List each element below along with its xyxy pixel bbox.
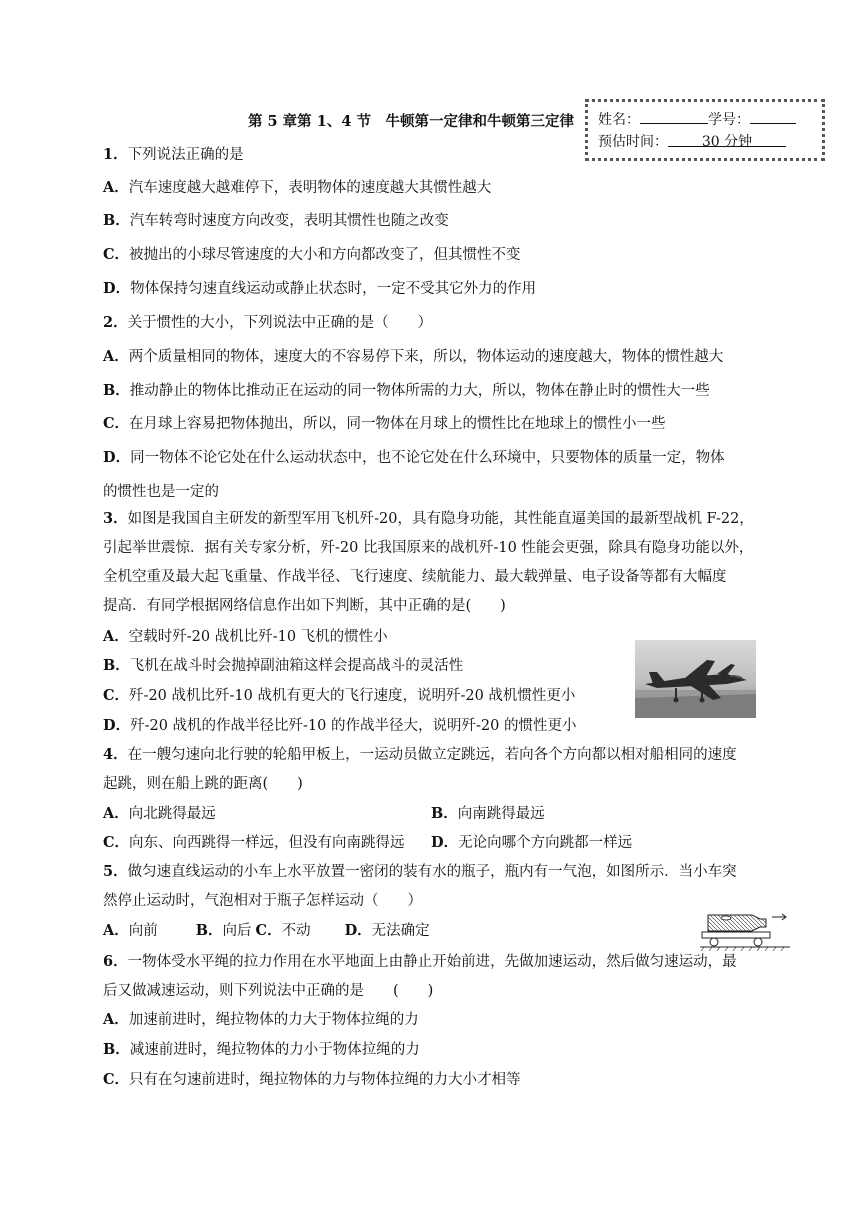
q2-option-d-cont: 的惯性也是一定的 [103, 484, 219, 500]
q3-stem-2: 引起举世震惊．据有关专家分析，歼-20 比我国原来的战机歼-10 性能会更强，除具有隐身功能以外， [103, 540, 754, 556]
q1-stem: 1．下列说法正确的是 [103, 146, 244, 163]
q5-option-a: 向前 [128, 923, 158, 939]
q5-options: A．向前 B．向后 C．不动 D．无法确定 [103, 922, 430, 939]
q4-option-b: B．向南跳得最远 [431, 805, 545, 822]
q1-option-b: B．汽车转弯时速度方向改变，表明其惯性也随之改变 [103, 212, 449, 229]
id-label: 学号： [708, 112, 750, 128]
q4-option-c: C．向东、向西跳得一样远，但没有向南跳得远 [103, 834, 405, 851]
q2-option-b: B．推动静止的物体比推动正在运动的同一物体所需的力大，所以，物体在静止时的惯性大一些 [103, 382, 710, 399]
q5-option-c: 不动 [281, 923, 311, 939]
q4-option-d: D．无论向哪个方向跳都一样远 [431, 834, 633, 851]
student-info-box [585, 99, 825, 161]
q5-option-d: 无法确定 [371, 923, 430, 939]
q3-option-a: A．空载时歼-20 战机比歼-10 飞机的惯性小 [103, 628, 388, 645]
q5-stem-1: 5．做匀速直线运动的小车上水平放置一密闭的装有水的瓶子，瓶内有一气泡，如图所示．当小车突 [103, 863, 737, 880]
fighter-jet-image [635, 640, 756, 718]
cart-bottle-figure [700, 905, 790, 951]
q4-stem-2: 起跳，则在船上跳的距离( ) [103, 776, 303, 792]
name-label: 姓名： [598, 112, 640, 128]
q6-stem-1: 6．一物体受水平绳的拉力作用在水平地面上由静止开始前进，先做加速运动，然后做匀速运动，最 [103, 953, 737, 970]
q3-option-d: D．歼-20 战机的作战半径比歼-10 的作战半径大，说明歼-20 的惯性更小 [103, 717, 577, 734]
q2-option-d: D．同一物体不论它处在什么运动状态中，也不论它处在什么环境中，只要物体的质量一定，物体 [103, 449, 725, 466]
q2-option-c: C．在月球上容易把物体抛出，所以，同一物体在月球上的惯性比在地球上的惯性小一些 [103, 415, 666, 432]
q5-option-a-num: A． [103, 922, 129, 939]
page-title: 第 5 章第 1、4 节 牛顿第一定律和牛顿第三定律 [248, 113, 574, 130]
q6-stem-2: 后又做减速运动，则下列说法中正确的是 ( ) [103, 983, 434, 999]
q5-stem-2: 然停止运动时，气泡相对于瓶子怎样运动（ ） [103, 893, 422, 909]
time-value: 30 分钟 [668, 131, 786, 147]
id-blank[interactable] [750, 108, 796, 124]
q3-option-b: B．飞机在战斗时会抛掉副油箱这样会提高战斗的灵活性 [103, 657, 464, 674]
q1-option-c: C．被抛出的小球尽管速度的大小和方向都改变了，但其惯性不变 [103, 246, 521, 263]
q6-option-a: A．加速前进时，绳拉物体的力大于物体拉绳的力 [103, 1011, 419, 1028]
time-row [598, 131, 812, 153]
q1-option-a: A．汽车速度越大越难停下，表明物体的速度越大其惯性越大 [103, 179, 492, 196]
q3-stem-3: 全机空重及最大起飞重量、作战半径、飞行速度、续航能力、最大载弹量、电子设备等都有大幅度 [103, 569, 727, 585]
q4-option-a: A．向北跳得最远 [103, 805, 216, 822]
q6-option-c: C．只有在匀速前进时，绳拉物体的力与物体拉绳的力大小才相等 [103, 1071, 521, 1088]
name-blank[interactable] [640, 108, 708, 124]
time-label: 预估时间： [598, 134, 668, 150]
name-row [598, 108, 812, 131]
q3-stem-4: 提高．有同学根据网络信息作出如下判断，其中正确的是( ) [103, 598, 506, 614]
q1-option-d: D．物体保持匀速直线运动或静止状态时，一定不受其它外力的作用 [103, 280, 537, 297]
q6-option-b: B．减速前进时，绳拉物体的力小于物体拉绳的力 [103, 1041, 420, 1058]
q2-option-a: A．两个质量相同的物体，速度大的不容易停下来，所以，物体运动的速度越大，物体的惯性越大 [103, 348, 724, 365]
q3-option-c: C．歼-20 战机比歼-10 战机有更大的飞行速度，说明歼-20 战机惯性更小 [103, 687, 576, 704]
q5-option-b: 向后 [222, 923, 252, 939]
q4-stem-1: 4．在一艘匀速向北行驶的轮船甲板上，一运动员做立定跳远，若向各个方向都以相对船相同的速度 [103, 746, 737, 763]
q2-stem: 2．关于惯性的大小，下列说法中正确的是（ ） [103, 314, 433, 331]
q3-stem-1: 3．如图是我国自主研发的新型军用飞机歼-20，具有隐身功能，其性能直逼美国的最新型战机 F-22， [103, 510, 754, 527]
